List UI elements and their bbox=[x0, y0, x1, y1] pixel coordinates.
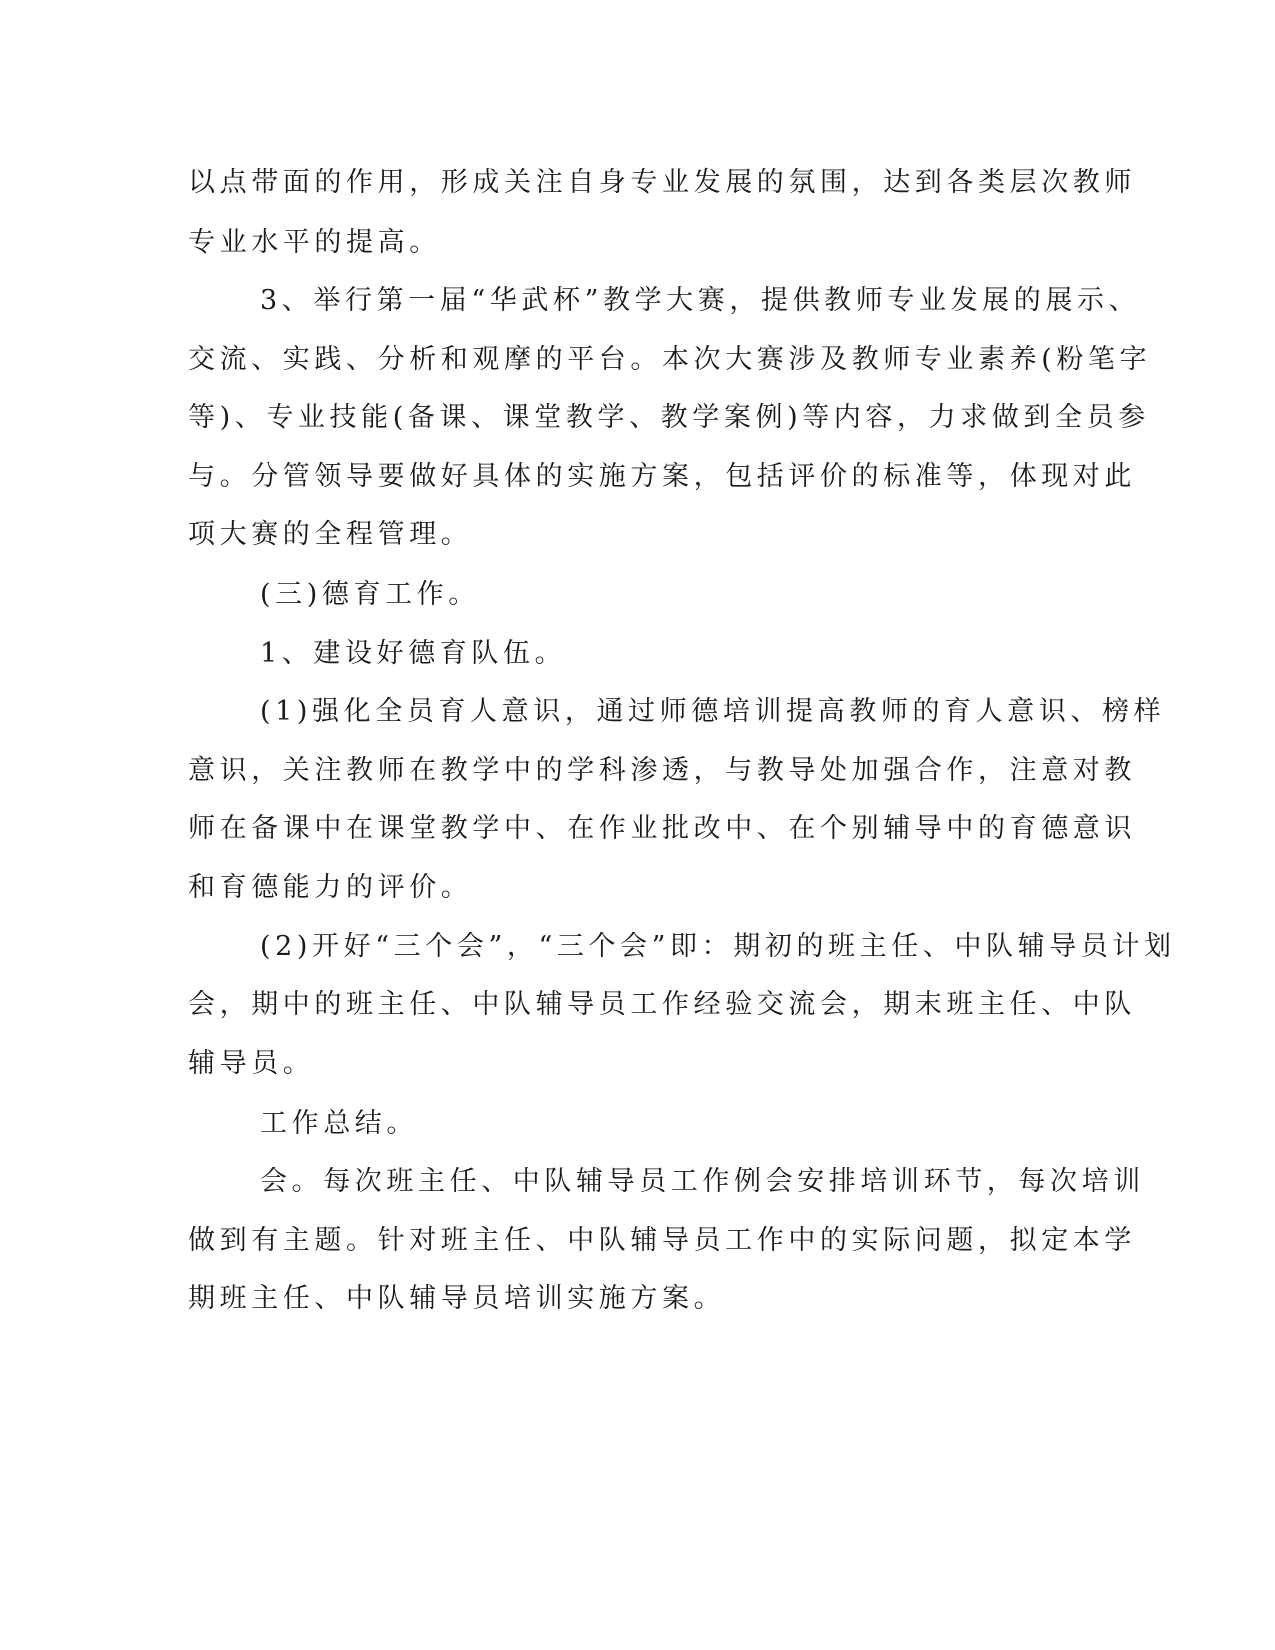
text-line: 专业水平的提高。 bbox=[188, 227, 441, 258]
paragraph-start: (2)开好“三个会”，“三个会”即：期初的班主任、中队辅导员计划 bbox=[260, 931, 1176, 962]
text-line: 期班主任、中队辅导员培训实施方案。 bbox=[188, 1283, 726, 1314]
text-line: 以点带面的作用，形成关注自身专业发展的氛围，达到各类层次教师 bbox=[188, 167, 1136, 198]
text-line: 会，期中的班主任、中队辅导员工作经验交流会，期末班主任、中队 bbox=[188, 989, 1136, 1020]
paragraph-start: 会。每次班主任、中队辅导员工作例会安排培训环节，每次培训 bbox=[260, 1166, 1145, 1197]
text-line: 与。分管领导要做好具体的实施方案，包括评价的标准等，体现对此 bbox=[188, 461, 1136, 492]
text-line: 交流、实践、分析和观摩的平台。本次大赛涉及教师专业素养(粉笔字 bbox=[188, 344, 1152, 375]
text-line: 项大赛的全程管理。 bbox=[188, 519, 473, 550]
subsection-heading: 1、建设好德育队伍。 bbox=[260, 638, 567, 669]
paragraph-start: 工作总结。 bbox=[260, 1108, 418, 1139]
text-line: 做到有主题。针对班主任、中队辅导员工作中的实际问题，拟定本学 bbox=[188, 1225, 1136, 1256]
text-line: 和育德能力的评价。 bbox=[188, 872, 473, 903]
text-line: 等)、专业技能(备课、课堂教学、教学案例)等内容，力求做到全员参 bbox=[188, 402, 1150, 433]
text-line: 师在备课中在课堂教学中、在作业批改中、在个别辅导中的育德意识 bbox=[188, 813, 1136, 844]
text-line: 意识，关注教师在教学中的学科渗透，与教导处加强合作，注意对教 bbox=[188, 755, 1136, 786]
text-line: 辅导员。 bbox=[188, 1048, 315, 1079]
paragraph-start: (1)强化全员育人意识，通过师德培训提高教师的育人意识、榜样 bbox=[260, 696, 1166, 727]
paragraph-start: 3、举行第一届“华武杯”教学大赛，提供教师专业发展的展示、 bbox=[260, 285, 1141, 316]
section-heading: (三)德育工作。 bbox=[260, 579, 480, 610]
